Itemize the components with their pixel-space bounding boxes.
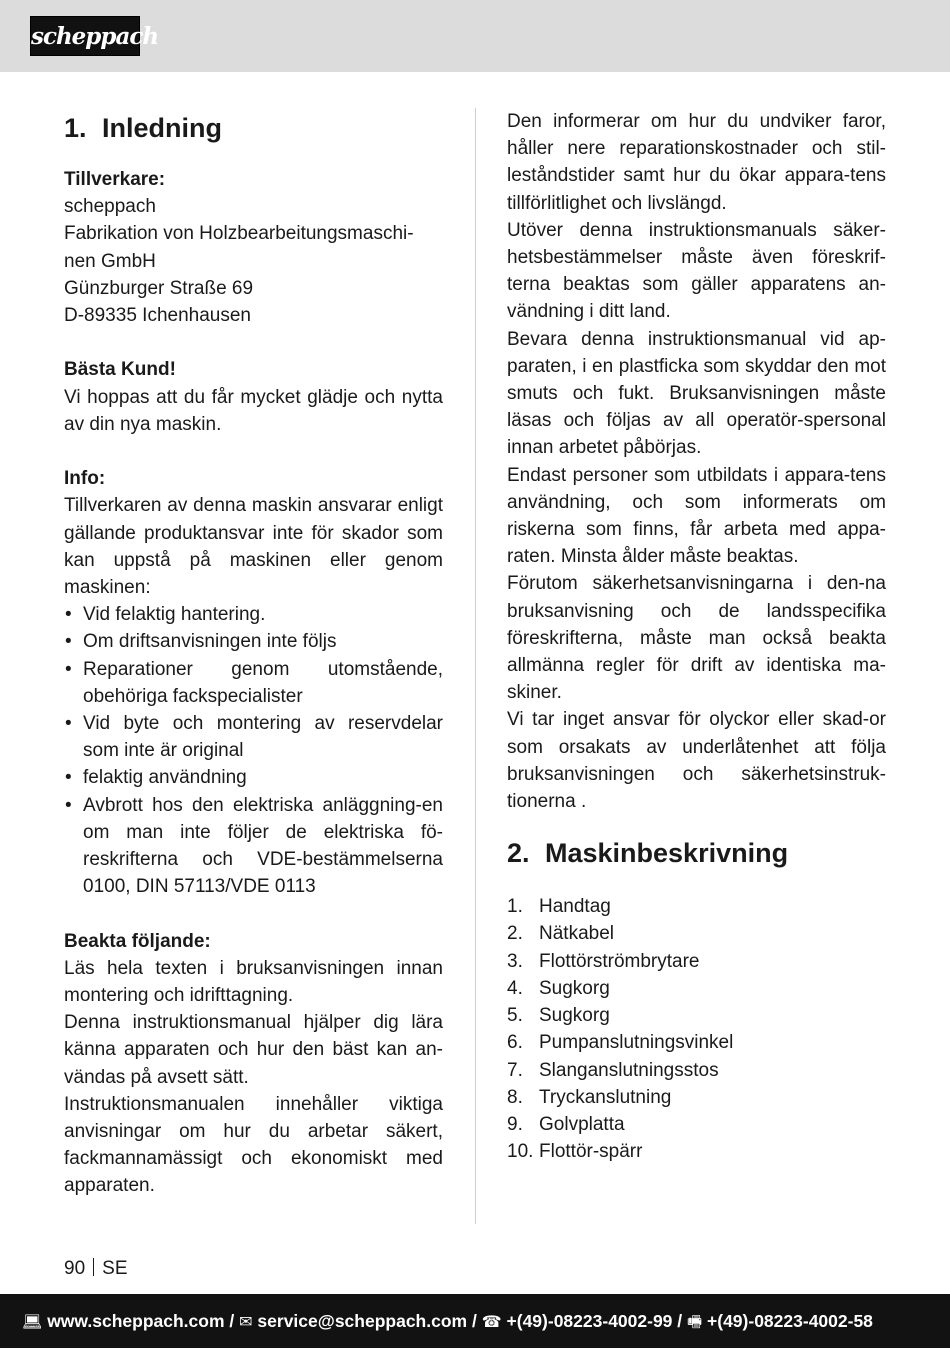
phone-icon: ☎︎ <box>481 1312 502 1331</box>
part-number: 9. <box>507 1113 523 1135</box>
list-item: • Om driftsanvisningen inte följs <box>64 628 443 655</box>
note-label: Beakta följande: <box>64 930 211 952</box>
list-item <box>507 1084 886 1111</box>
part-number: 4. <box>507 977 523 999</box>
email-link[interactable]: service@scheppach.com <box>257 1311 468 1331</box>
part-label: Flottörströmbrytare <box>539 950 700 972</box>
part-number: 7. <box>507 1059 523 1081</box>
list-item: • felaktig användning <box>64 764 443 791</box>
list-item <box>507 1057 886 1084</box>
website-link[interactable]: www.scheppach.com <box>47 1311 225 1331</box>
section-number: 2. <box>507 838 530 869</box>
body-paragraph: Förutom säkerhetsanvisningarna i den-na bruksanvisning och de landsspecifika föreskrifterna, måste man också beakta allmänna regler för drift av identiska ma-skiner. <box>507 573 886 704</box>
info-text: Tillverkaren av denna maskin ansvarar enligt gällande produktansvar inte för skador som kan uppstå på maskinen eller genom maskinen: <box>64 495 443 599</box>
list-item <box>507 920 886 947</box>
info-label: Info: <box>64 468 106 490</box>
phone-number: +(49)-08223-4002-99 <box>506 1311 673 1331</box>
list-item <box>507 1111 886 1138</box>
part-number: 2. <box>507 923 523 945</box>
manufacturer-address <box>64 193 443 329</box>
part-label: Flottör-spärr <box>539 1141 643 1163</box>
list-item <box>507 1138 886 1165</box>
address-line: D-89335 Ichenhausen <box>64 305 251 327</box>
part-number: 5. <box>507 1005 523 1027</box>
address-line: nen GmbH <box>64 250 156 272</box>
list-item: • Vid felaktig hantering. <box>64 601 443 628</box>
scheppach-logo: scheppach <box>30 16 140 56</box>
part-number: 8. <box>507 1086 523 1108</box>
fax-number: +(49)-08223-4002-58 <box>707 1311 873 1331</box>
part-label: Golvplatta <box>539 1113 625 1135</box>
fax-icon: 🖷︎ <box>687 1312 703 1331</box>
part-number: 3. <box>507 950 523 972</box>
list-item <box>507 948 886 975</box>
page-number-separator <box>93 1258 94 1276</box>
section-title: Maskinbeskrivning <box>545 838 789 869</box>
info-bullet-list <box>64 601 443 900</box>
right-column <box>507 108 886 1165</box>
note-paragraph: Instruktionsmanualen innehåller viktiga anvisningar om hur du arbetar säkert, fackmannamässigt och ekonomiskt med apparaten. <box>64 1093 443 1197</box>
part-number: 1. <box>507 896 523 918</box>
page-number <box>64 1255 128 1282</box>
address-line: scheppach <box>64 196 156 218</box>
list-item <box>507 975 886 1002</box>
part-label: Tryckanslutning <box>539 1086 672 1108</box>
envelope-icon: ✉︎ <box>239 1312 253 1331</box>
computer-icon: 💻︎ <box>22 1312 43 1331</box>
part-label: Nätkabel <box>539 923 614 945</box>
footer-separator: / <box>471 1311 477 1331</box>
section-heading-introduction <box>64 110 443 146</box>
column-divider <box>475 108 476 1224</box>
list-item <box>507 893 886 920</box>
list-item: • Reparationer genom utomstående, obehöriga fackspecialister <box>64 656 443 710</box>
part-label: Sugkorg <box>539 977 610 999</box>
note-paragraph: Läs hela texten i bruksanvisningen innan montering och idrifttagning. <box>64 957 443 1007</box>
note-paragraph: Denna instruktionsmanual hjälper dig lära känna apparaten och hur den bäst kan an-vändas på avsett sätt. <box>64 1012 443 1088</box>
footer-separator: / <box>677 1311 683 1331</box>
body-paragraph: Endast personer som utbildats i appara-tens användning, och som informerats om riskerna som finns, får arbeta med appa-raten. Minsta ålder måste beaktas. <box>507 464 886 568</box>
page-number-value: 90 <box>64 1258 86 1279</box>
contact-footer <box>0 1294 950 1348</box>
address-line: Günzburger Straße 69 <box>64 277 254 299</box>
list-item: • Avbrott hos den elektriska anläggning-en om man inte följer de elektriska fö-reskrifterna och VDE-bestämmelserna 0100, DIN 57113/VDE 0113 <box>64 792 443 901</box>
page-language: SE <box>102 1258 128 1279</box>
list-item: • Vid byte och montering av reservdelar som inte är original <box>64 710 443 764</box>
part-number: 10. <box>507 1141 534 1163</box>
part-number: 6. <box>507 1032 523 1054</box>
section-heading-machine-description <box>507 835 886 871</box>
header-bar <box>0 0 950 72</box>
part-label: Pumpanslutningsvinkel <box>539 1032 734 1054</box>
part-label: Slanganslutningsstos <box>539 1059 719 1081</box>
body-paragraph: Bevara denna instruktionsmanual vid ap-paraten, i en plastficka som skyddar den mot smuts och fukt. Bruksanvisningen måste läsas och följas av all operatör-spersonal innan arbetet påbörjas. <box>507 328 886 459</box>
footer-separator: / <box>229 1311 235 1331</box>
parts-list <box>507 893 886 1165</box>
part-label: Sugkorg <box>539 1005 610 1027</box>
address-line: Fabrikation von Holzbearbeitungsmaschi- <box>64 223 414 245</box>
section-title: Inledning <box>102 113 222 143</box>
body-paragraph: Den informerar om hur du undviker faror, håller nere reparationskostnader och stil-leståndstider samt hur du ökar appara-tens tillförlitlighet och livslängd. <box>507 111 886 214</box>
section-number: 1. <box>64 113 87 143</box>
list-item <box>507 1029 886 1056</box>
greeting-text: Vi hoppas att du får mycket glädje och nytta av din nya maskin. <box>64 386 443 435</box>
left-column <box>64 108 443 1200</box>
manufacturer-label: Tillverkare: <box>64 169 166 190</box>
part-label: Handtag <box>539 896 611 918</box>
body-paragraph: Vi tar inget ansvar för olyckor eller skad-or som orsakats av underlåtenhet att följa bruksanvisningen och säkerhetsinstruk-tionerna . <box>507 709 886 813</box>
greeting-label: Bästa Kund! <box>64 359 176 381</box>
list-item <box>507 1002 886 1029</box>
body-paragraph: Utöver denna instruktionsmanuals säker-hetsbestämmelser måste även föreskrif-terna beaktas som gäller apparatens an-vändning i ditt land. <box>507 219 886 323</box>
